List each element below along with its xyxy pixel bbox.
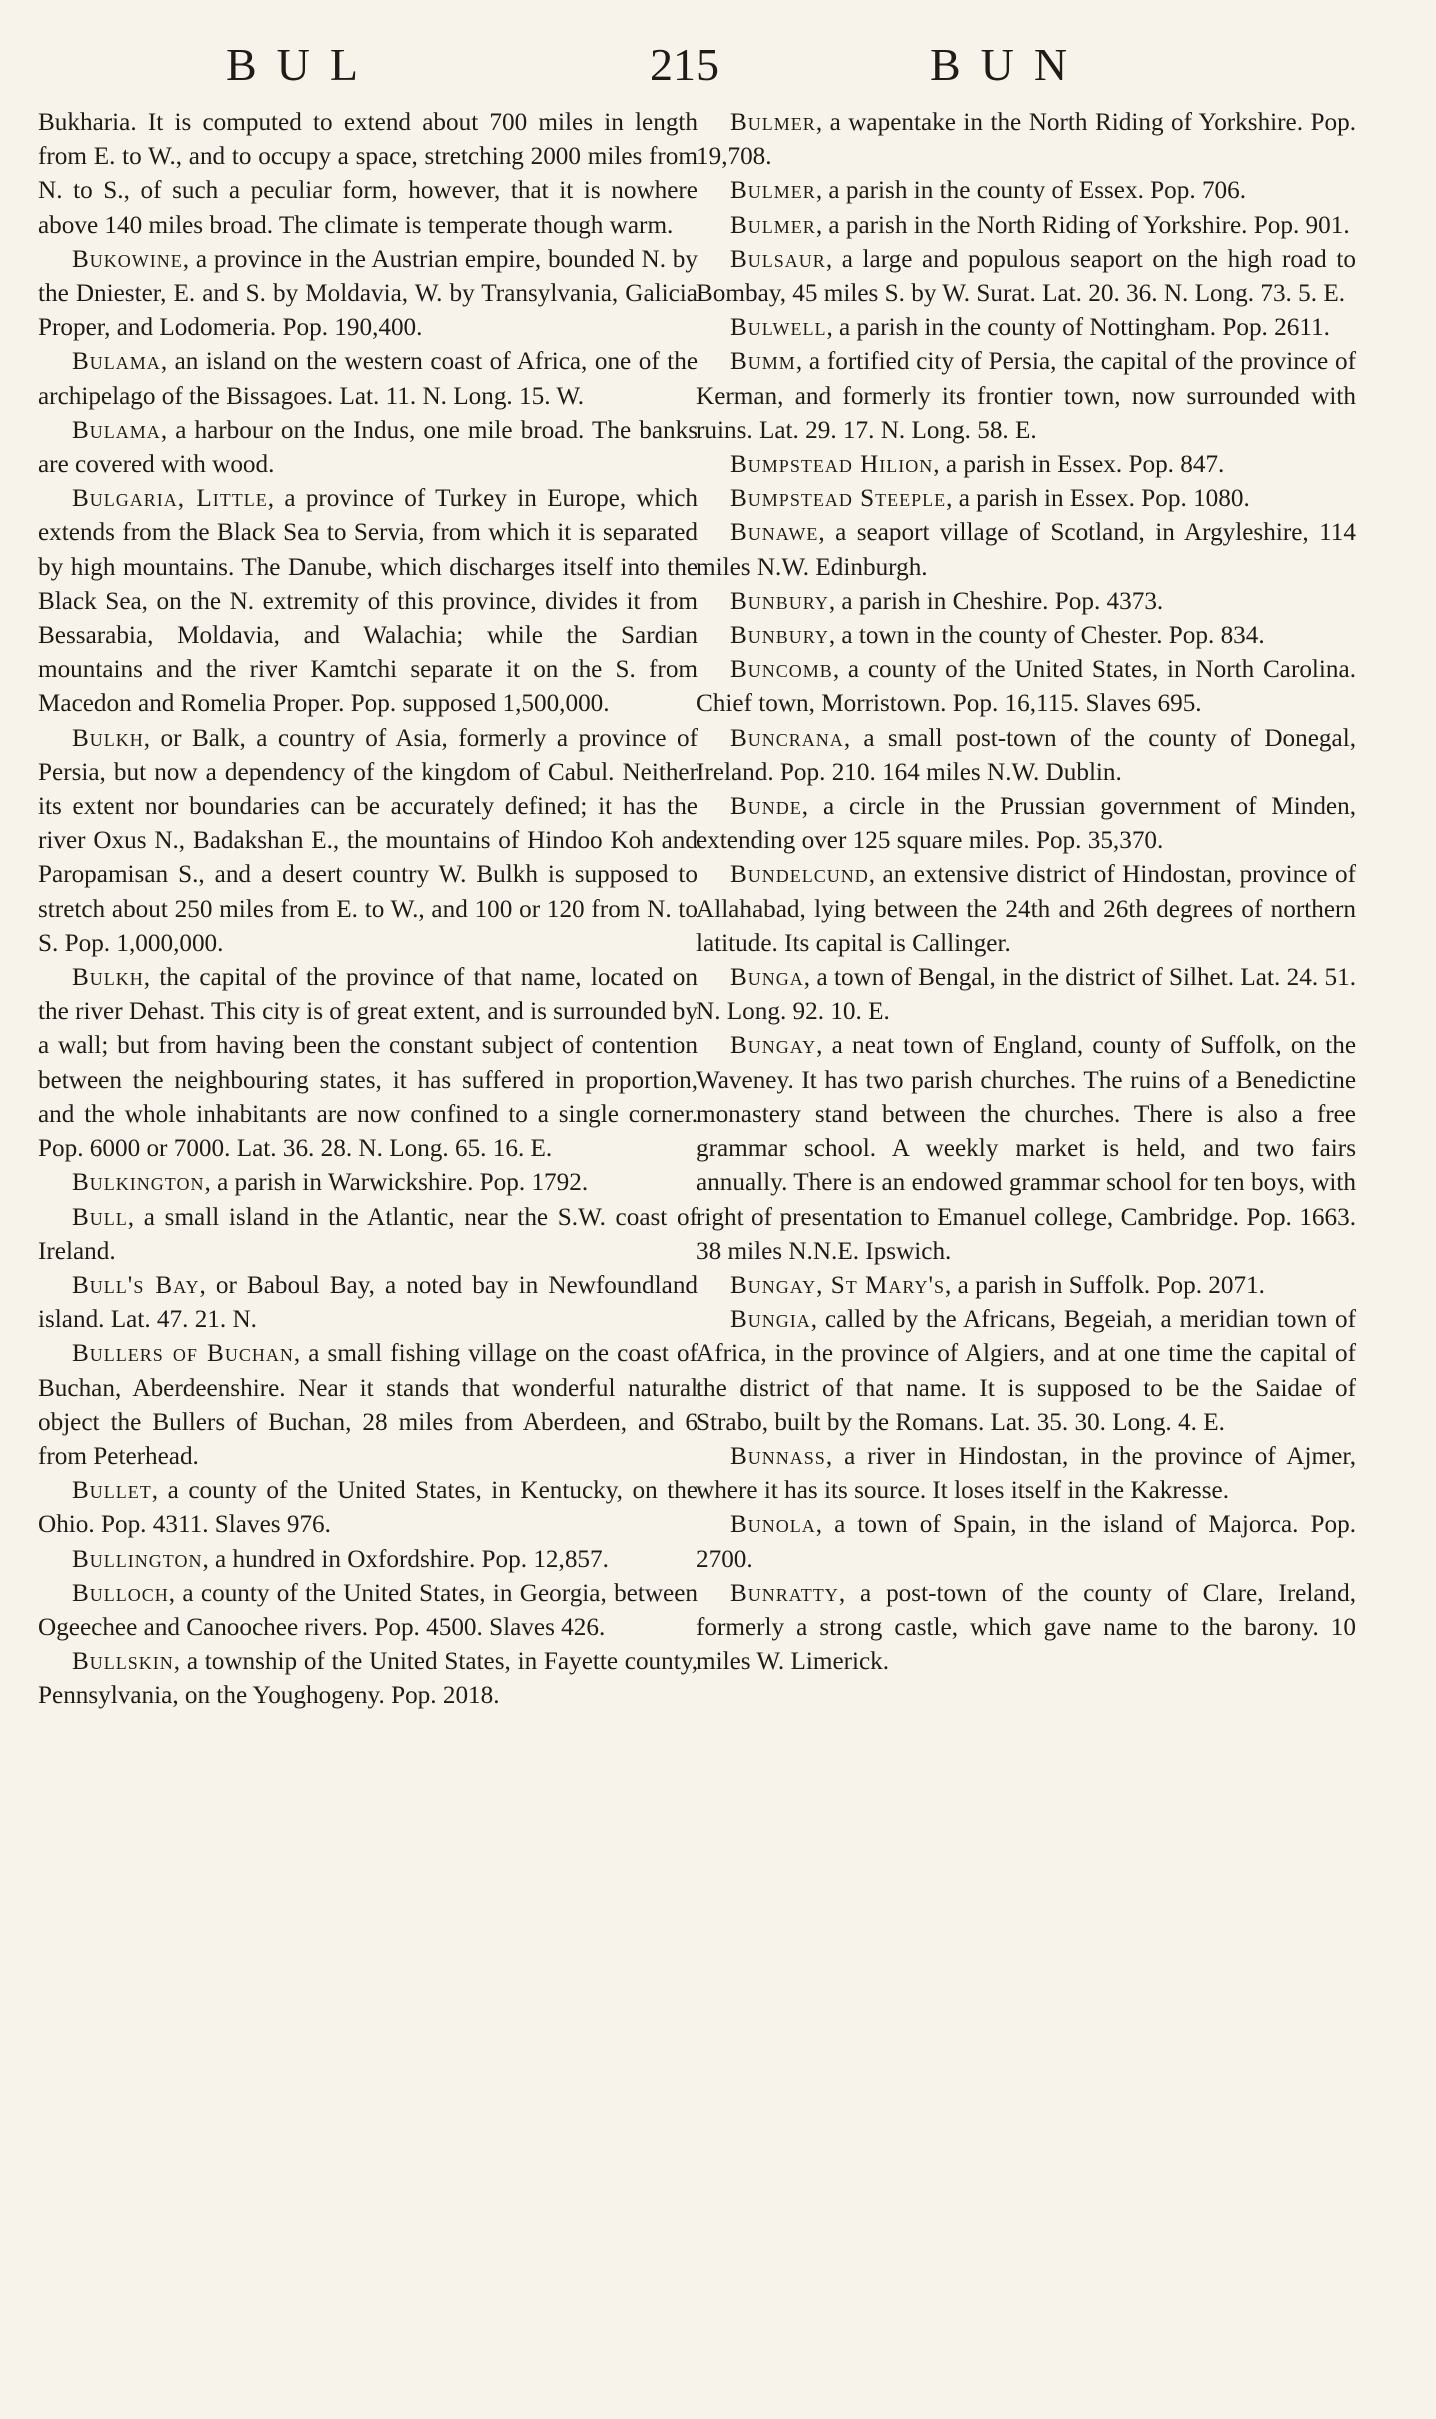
- gazetteer-entry: [696, 1440, 1356, 1508]
- gazetteer-entry: [696, 790, 1356, 858]
- header-right-guide-word: BUN: [930, 39, 1088, 90]
- entry-text: , a county of the United States, in Kentucky, on the Ohio. Pop. 4311. Slaves 976.: [38, 1477, 698, 1539]
- entry-text: , a parish in Suffolk. Pop. 2071.: [945, 1271, 1265, 1299]
- entry-text: , a river in Hindostan, in the province of Ajmer, where it has its source. It loses itself in the Kakresse.: [696, 1442, 1356, 1505]
- entry-text: , a fortified city of Persia, the capital of the province of Kerman, and formerly its frontier town, now surrounded with ruins. Lat. 29. 17. N. Long. 58. E.: [696, 348, 1356, 444]
- entry-headword: Bunde: [730, 793, 802, 821]
- entry-headword: Bullington: [72, 1545, 203, 1573]
- gazetteer-entry: [38, 1166, 698, 1200]
- entry-text: , a circle in the Prussian government of Minden, extending over 125 square miles. Pop. 35,370.: [696, 793, 1356, 855]
- entry-text: , a parish in the county of Essex. Pop. 706.: [815, 177, 1247, 205]
- entry-text: , or Baboul Bay, a noted bay in Newfoundland island. Lat. 47. 21. N.: [38, 1271, 699, 1334]
- gazetteer-entry: [696, 209, 1356, 243]
- gazetteer-entry: [38, 106, 698, 243]
- gazetteer-entry: [696, 1577, 1356, 1680]
- entry-headword: Bunratty: [730, 1579, 839, 1607]
- entry-text: , a small fishing village on the coast of Buchan, Aberdeenshire. Near it stands that wonderful natural object the Bullers of Buchan, 28 miles from Aberdeen, and 6 from Peterhead.: [38, 1340, 698, 1470]
- gazetteer-entry: [696, 619, 1356, 653]
- gazetteer-entry: [38, 722, 698, 961]
- entry-headword: Bulgaria, Little: [72, 485, 268, 513]
- gazetteer-entry: [696, 448, 1356, 482]
- entry-headword: Bungia: [730, 1306, 811, 1334]
- gazetteer-entry: [38, 1337, 698, 1474]
- entry-text: , a small post-town of the county of Donegal, Ireland. Pop. 210. 164 miles N.W. Dublin.: [696, 724, 1356, 786]
- entry-text: , a parish in the North Riding of Yorkshire. Pop. 901.: [815, 211, 1350, 239]
- entry-headword: Bumpstead Hilion: [730, 451, 934, 479]
- entry-headword: Bulkington: [72, 1169, 205, 1197]
- entry-headword: Bumm: [730, 348, 796, 376]
- entry-headword: Bundelcund: [730, 861, 869, 889]
- entry-headword: Bulkh: [72, 724, 144, 752]
- gazetteer-entry: [696, 1508, 1356, 1576]
- gazetteer-entry: [38, 482, 698, 721]
- entry-text: , a county of the United States, in Georgia, between Ogeechee and Canoochee rivers. Pop. 4500. Slaves 426.: [38, 1579, 698, 1641]
- entry-text: , a hundred in Oxfordshire. Pop. 12,857.: [202, 1545, 609, 1573]
- entry-headword: Buncomb: [730, 656, 833, 684]
- entry-headword: Bumpstead Steeple: [730, 485, 947, 513]
- gazetteer-entry: [696, 1303, 1356, 1440]
- entry-text: , a parish in Essex. Pop. 847.: [933, 451, 1225, 479]
- gazetteer-entry: [696, 1029, 1356, 1268]
- entry-text: , a province in the Austrian empire, bounded N. by the Dniester, E. and S. by Moldavia, W. by Transylvania, Galicia Proper, and Lodomeria. Pop. 190,400.: [38, 245, 698, 342]
- entry-headword: Bull's Bay: [72, 1271, 200, 1299]
- entry-text: , a province of Turkey in Europe, which extends from the Black Sea to Servia, from which it is separated by high mountains. The Danube, which discharges itself into the Black Sea, on the N. extremity of this province, divides it from Bessarabia, Moldavia, and Walachia; while the Sardian mountains and the river Kamtchi separate it on the S. from Macedon and Romelia Proper. Pop. supposed 1,500,000.: [38, 485, 698, 718]
- gazetteer-entry: [696, 722, 1356, 790]
- gazetteer-entry: [696, 858, 1356, 961]
- entry-text: , a town of Bengal, in the district of Silhet. Lat. 24. 51. N. Long. 92. 10. E.: [696, 964, 1356, 1026]
- entry-headword: Bungay, St Mary's: [730, 1271, 945, 1299]
- gazetteer-entry: [38, 1474, 698, 1542]
- gazetteer-entry: [38, 1201, 698, 1269]
- entry-headword: Bulkh: [72, 964, 144, 992]
- gazetteer-entry: [696, 482, 1356, 516]
- gazetteer-entry: [696, 516, 1356, 584]
- entry-text: , a post-town of the county of Clare, Ireland, formerly a strong castle, which gave name to the barony. 10 miles W. Limerick.: [696, 1579, 1356, 1676]
- entry-headword: Bullers of Buchan: [72, 1340, 294, 1368]
- entry-headword: Bullet: [72, 1477, 152, 1505]
- entry-headword: Bulwell: [730, 314, 827, 342]
- gazetteer-entry: [38, 1543, 698, 1577]
- entry-text: , a parish in Warwickshire. Pop. 1792.: [204, 1169, 589, 1197]
- entry-text: , a parish in Cheshire. Pop. 4373.: [828, 587, 1164, 615]
- entry-text: Bukharia. It is computed to extend about 700 miles in length from E. to W., and to occupy a space, stretching 2000 miles from N. to S., of such a peculiar form, however, that it is nowhere above 140 miles broad. The climate is temperate though warm.: [38, 109, 698, 239]
- gazetteer-entry: [38, 414, 698, 482]
- header-left-guide-word: BUL: [226, 39, 378, 90]
- gazetteer-entry: [696, 243, 1356, 311]
- entry-text: , a township of the United States, in Fayette county, Pennsylvania, on the Youghogeny. Pop. 2018.: [38, 1648, 698, 1710]
- entry-text: , a town of Spain, in the island of Majorca. Pop. 2700.: [696, 1511, 1356, 1573]
- gazetteer-entry: [38, 243, 698, 346]
- entry-headword: Bunga: [730, 964, 804, 992]
- entry-headword: Bunola: [730, 1511, 816, 1539]
- entry-headword: Bukowine: [72, 245, 183, 273]
- entry-headword: Bunnass: [730, 1442, 826, 1470]
- entry-text: , a small island in the Atlantic, near the S.W. coast of Ireland.: [38, 1203, 698, 1265]
- entry-headword: Buncrana: [730, 724, 844, 752]
- gazetteer-entry: [696, 345, 1356, 448]
- entry-text: , a parish in Essex. Pop. 1080.: [946, 485, 1250, 513]
- entry-headword: Bulmer: [730, 177, 816, 205]
- gazetteer-entry: [38, 1577, 698, 1645]
- gazetteer-entry: [696, 585, 1356, 619]
- entry-headword: Bungay: [730, 1032, 817, 1060]
- entry-text: , a county of the United States, in North Carolina. Chief town, Morristown. Pop. 16,115. Slaves 695.: [696, 656, 1356, 718]
- gazetteer-entry: [38, 1269, 698, 1337]
- gazetteer-entry: [696, 106, 1356, 174]
- entry-text: , or Balk, a country of Asia, formerly a province of Persia, but now a dependency of the kingdom of Cabul. Neither its extent nor boundaries can be accurately defined; it has the river Oxus N., Badakshan E., the mountains of Hindoo Koh and Paropamisan S., and a desert country W. Bulkh is supposed to stretch about 250 miles from E. to W., and 100 or 120 from N. to S. Pop. 1,000,000.: [38, 724, 698, 957]
- entry-text: , a seaport village of Scotland, in Argyleshire, 114 miles N.W. Edinburgh.: [696, 519, 1356, 581]
- gazetteer-entry: [696, 1269, 1356, 1303]
- entry-text: , the capital of the province of that name, located on the river Dehast. This city is of great extent, and is surrounded by a wall; but from having been the constant subject of contention between the neighbouring states, it has suffered in proportion, and the whole inhabitants are now confined to a single corner. Pop. 6000 or 7000. Lat. 36. 28. N. Long. 65. 16. E.: [38, 964, 698, 1163]
- left-column: [38, 106, 698, 1714]
- running-header: [0, 38, 1436, 98]
- gazetteer-entry: [38, 961, 698, 1166]
- gazetteer-entry: [696, 961, 1356, 1029]
- entry-headword: Bulloch: [72, 1579, 169, 1607]
- gazetteer-entry: [38, 1645, 698, 1713]
- right-column: [696, 106, 1356, 1679]
- entry-headword: Bunawe: [730, 519, 819, 547]
- entry-headword: Bulmer: [730, 109, 816, 136]
- entry-text: , a wapentake in the North Riding of Yorkshire. Pop. 19,708.: [696, 109, 1356, 171]
- entry-text: , an extensive district of Hindostan, province of Allahabad, lying between the 24th and 26th degrees of northern latitude. Its capital is Callinger.: [696, 861, 1356, 957]
- entry-headword: Bullskin: [72, 1648, 174, 1676]
- entry-headword: Bulama: [72, 348, 161, 376]
- entry-headword: Bulmer: [730, 211, 816, 239]
- entry-headword: Bulama: [72, 416, 161, 444]
- entry-text: , a large and populous seaport on the high road to Bombay, 45 miles S. by W. Surat. Lat. 20. 36. N. Long. 73. 5. E.: [696, 245, 1356, 308]
- entry-headword: Bunbury: [730, 587, 829, 615]
- entry-text: , a harbour on the Indus, one mile broad. The banks are covered with wood.: [38, 416, 698, 479]
- entry-text: , a neat town of England, county of Suffolk, on the Waveney. It has two parish churches. The ruins of a Benedictine monastery stand between the churches. There is also a free grammar school. A weekly market is held, and two fairs annually. There is an endowed grammar school for ten boys, with right of presentation to Emanuel college, Cambridge. Pop. 1663. 38 miles N.N.E. Ipswich.: [696, 1032, 1356, 1265]
- entry-text: , called by the Africans, Begeiah, a meridian town of Africa, in the province of Algiers, and at one time the capital of the district of that name. It is supposed to be the Saidae of Strabo, built by the Romans. Lat. 35. 30. Long. 4. E.: [696, 1306, 1356, 1436]
- entry-text: , an island on the western coast of Africa, one of the archipelago of the Bissagoes. Lat. 11. N. Long. 15. W.: [38, 348, 698, 410]
- gazetteer-entry: [696, 653, 1356, 721]
- entry-headword: Bulsaur: [730, 245, 826, 273]
- page-number: 215: [650, 39, 719, 90]
- gazetteer-entry: [696, 174, 1356, 208]
- entry-headword: Bull: [72, 1203, 128, 1231]
- entry-headword: Bunbury: [730, 622, 829, 650]
- entry-text: , a town in the county of Chester. Pop. 834.: [828, 622, 1265, 650]
- entry-text: , a parish in the county of Nottingham. Pop. 2611.: [826, 314, 1330, 342]
- gazetteer-entry: [696, 311, 1356, 345]
- gazetteer-entry: [38, 345, 698, 413]
